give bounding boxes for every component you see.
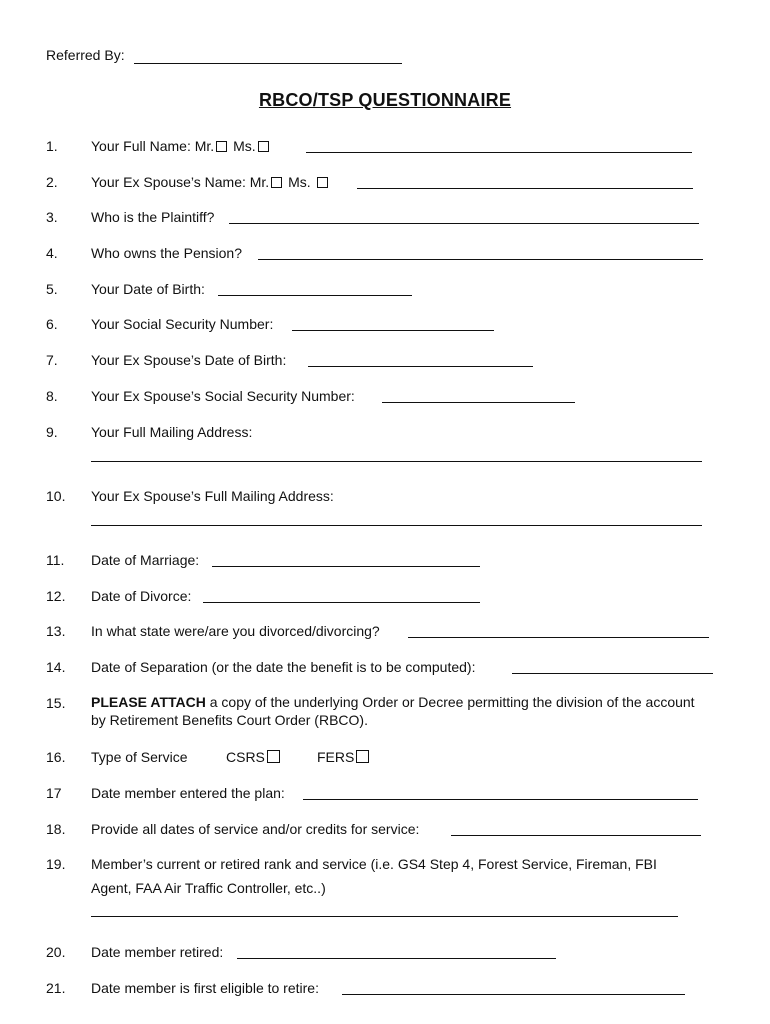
question-text: Date of Marriage: — [91, 552, 200, 568]
question-text: Date member retired: — [91, 944, 224, 960]
question-number: 14. — [46, 659, 66, 675]
ex-spouse-dob-field[interactable] — [308, 366, 533, 367]
question-text: Your Full Name: Mr. — [91, 138, 215, 154]
date-of-divorce-field[interactable] — [203, 602, 480, 603]
ex-spouse-name-field[interactable] — [357, 188, 693, 189]
rank-and-service-field[interactable] — [91, 916, 678, 917]
ms-checkbox[interactable] — [258, 141, 269, 152]
question-text: Your Ex Spouse’s Date of Birth: — [91, 352, 287, 368]
divorce-state-field[interactable] — [408, 637, 709, 638]
fers-label: FERS — [317, 749, 355, 765]
question-text-line2: Agent, FAA Air Traffic Controller, etc..) — [91, 880, 326, 896]
ms-label: Ms. — [233, 138, 256, 154]
ex-spouse-ssn-field[interactable] — [382, 402, 575, 403]
question-text: Who owns the Pension? — [91, 245, 242, 261]
question-text: Member’s current or retired rank and service (i.e. GS4 Step 4, Forest Service, Fireman, FBI — [91, 856, 657, 872]
csrs-checkbox[interactable] — [267, 750, 280, 763]
question-text: Your Ex Spouse’s Social Security Number: — [91, 388, 355, 404]
plaintiff-field[interactable] — [229, 223, 699, 224]
ms-checkbox[interactable] — [317, 177, 328, 188]
question-number: 12. — [46, 588, 66, 604]
question-text: Your Full Mailing Address: — [91, 424, 253, 440]
question-text: Your Ex Spouse’s Full Mailing Address: — [91, 488, 334, 504]
question-text: Your Date of Birth: — [91, 281, 205, 297]
question-number: 7. — [46, 352, 58, 368]
question-number: 13. — [46, 623, 66, 639]
ex-spouse-mailing-address-field[interactable] — [91, 525, 702, 526]
plan-entry-date-field[interactable] — [303, 799, 698, 800]
question-number: 8. — [46, 388, 58, 404]
mailing-address-field[interactable] — [91, 461, 702, 462]
question-text: Date of Separation (or the date the benefit is to be computed): — [91, 659, 476, 675]
referred-by-label: Referred By: — [46, 47, 125, 63]
ms-label: Ms. — [288, 174, 311, 190]
question-number: 21. — [46, 980, 66, 996]
csrs-label: CSRS — [226, 749, 265, 765]
question-number: 9. — [46, 424, 58, 440]
question-number: 10. — [46, 488, 66, 504]
question-text: Type of Service — [91, 749, 188, 765]
ssn-field[interactable] — [292, 330, 494, 331]
question-text: Date member is first eligible to retire: — [91, 980, 319, 996]
retirement-date-field[interactable] — [237, 958, 556, 959]
pension-owner-field[interactable] — [258, 259, 703, 260]
question-number: 4. — [46, 245, 58, 261]
page-title: RBCO/TSP QUESTIONNAIRE — [258, 90, 512, 110]
question-number: 2. — [46, 174, 58, 190]
question-text: Date member entered the plan: — [91, 785, 285, 801]
date-of-birth-field[interactable] — [218, 295, 412, 296]
question-number: 3. — [46, 209, 58, 225]
attach-notice: PLEASE ATTACH — [91, 694, 206, 710]
question-text: Provide all dates of service and/or credits for service: — [91, 821, 420, 837]
question-number: 20. — [46, 944, 66, 960]
question-number: 5. — [46, 281, 58, 297]
question-text: Your Ex Spouse’s Name: Mr. — [91, 174, 270, 190]
full-name-field[interactable] — [306, 152, 692, 153]
question-text: Who is the Plaintiff? — [91, 209, 215, 225]
question-number: 19. — [46, 856, 66, 872]
mr-checkbox[interactable] — [271, 177, 282, 188]
date-of-marriage-field[interactable] — [212, 566, 480, 567]
question-number: 16. — [46, 749, 66, 765]
question-text: Date of Divorce: — [91, 588, 192, 604]
question-text: a copy of the underlying Order or Decree permitting the division of the account by Retirement Benefits Court Order (RBCO). — [91, 694, 695, 728]
question-text: Your Social Security Number: — [91, 316, 274, 332]
question-number: 17 — [46, 785, 62, 801]
question-number: 1. — [46, 138, 58, 154]
question-number: 18. — [46, 821, 66, 837]
question-number: 15. — [46, 695, 66, 711]
question-number: 11. — [46, 552, 65, 568]
service-dates-field[interactable] — [451, 835, 701, 836]
fers-checkbox[interactable] — [356, 750, 369, 763]
mr-checkbox[interactable] — [216, 141, 227, 152]
date-of-separation-field[interactable] — [512, 673, 713, 674]
eligible-retire-date-field[interactable] — [342, 994, 685, 995]
question-text: In what state were/are you divorced/divorcing? — [91, 623, 380, 639]
referred-by-field[interactable] — [134, 63, 402, 64]
question-number: 6. — [46, 316, 58, 332]
